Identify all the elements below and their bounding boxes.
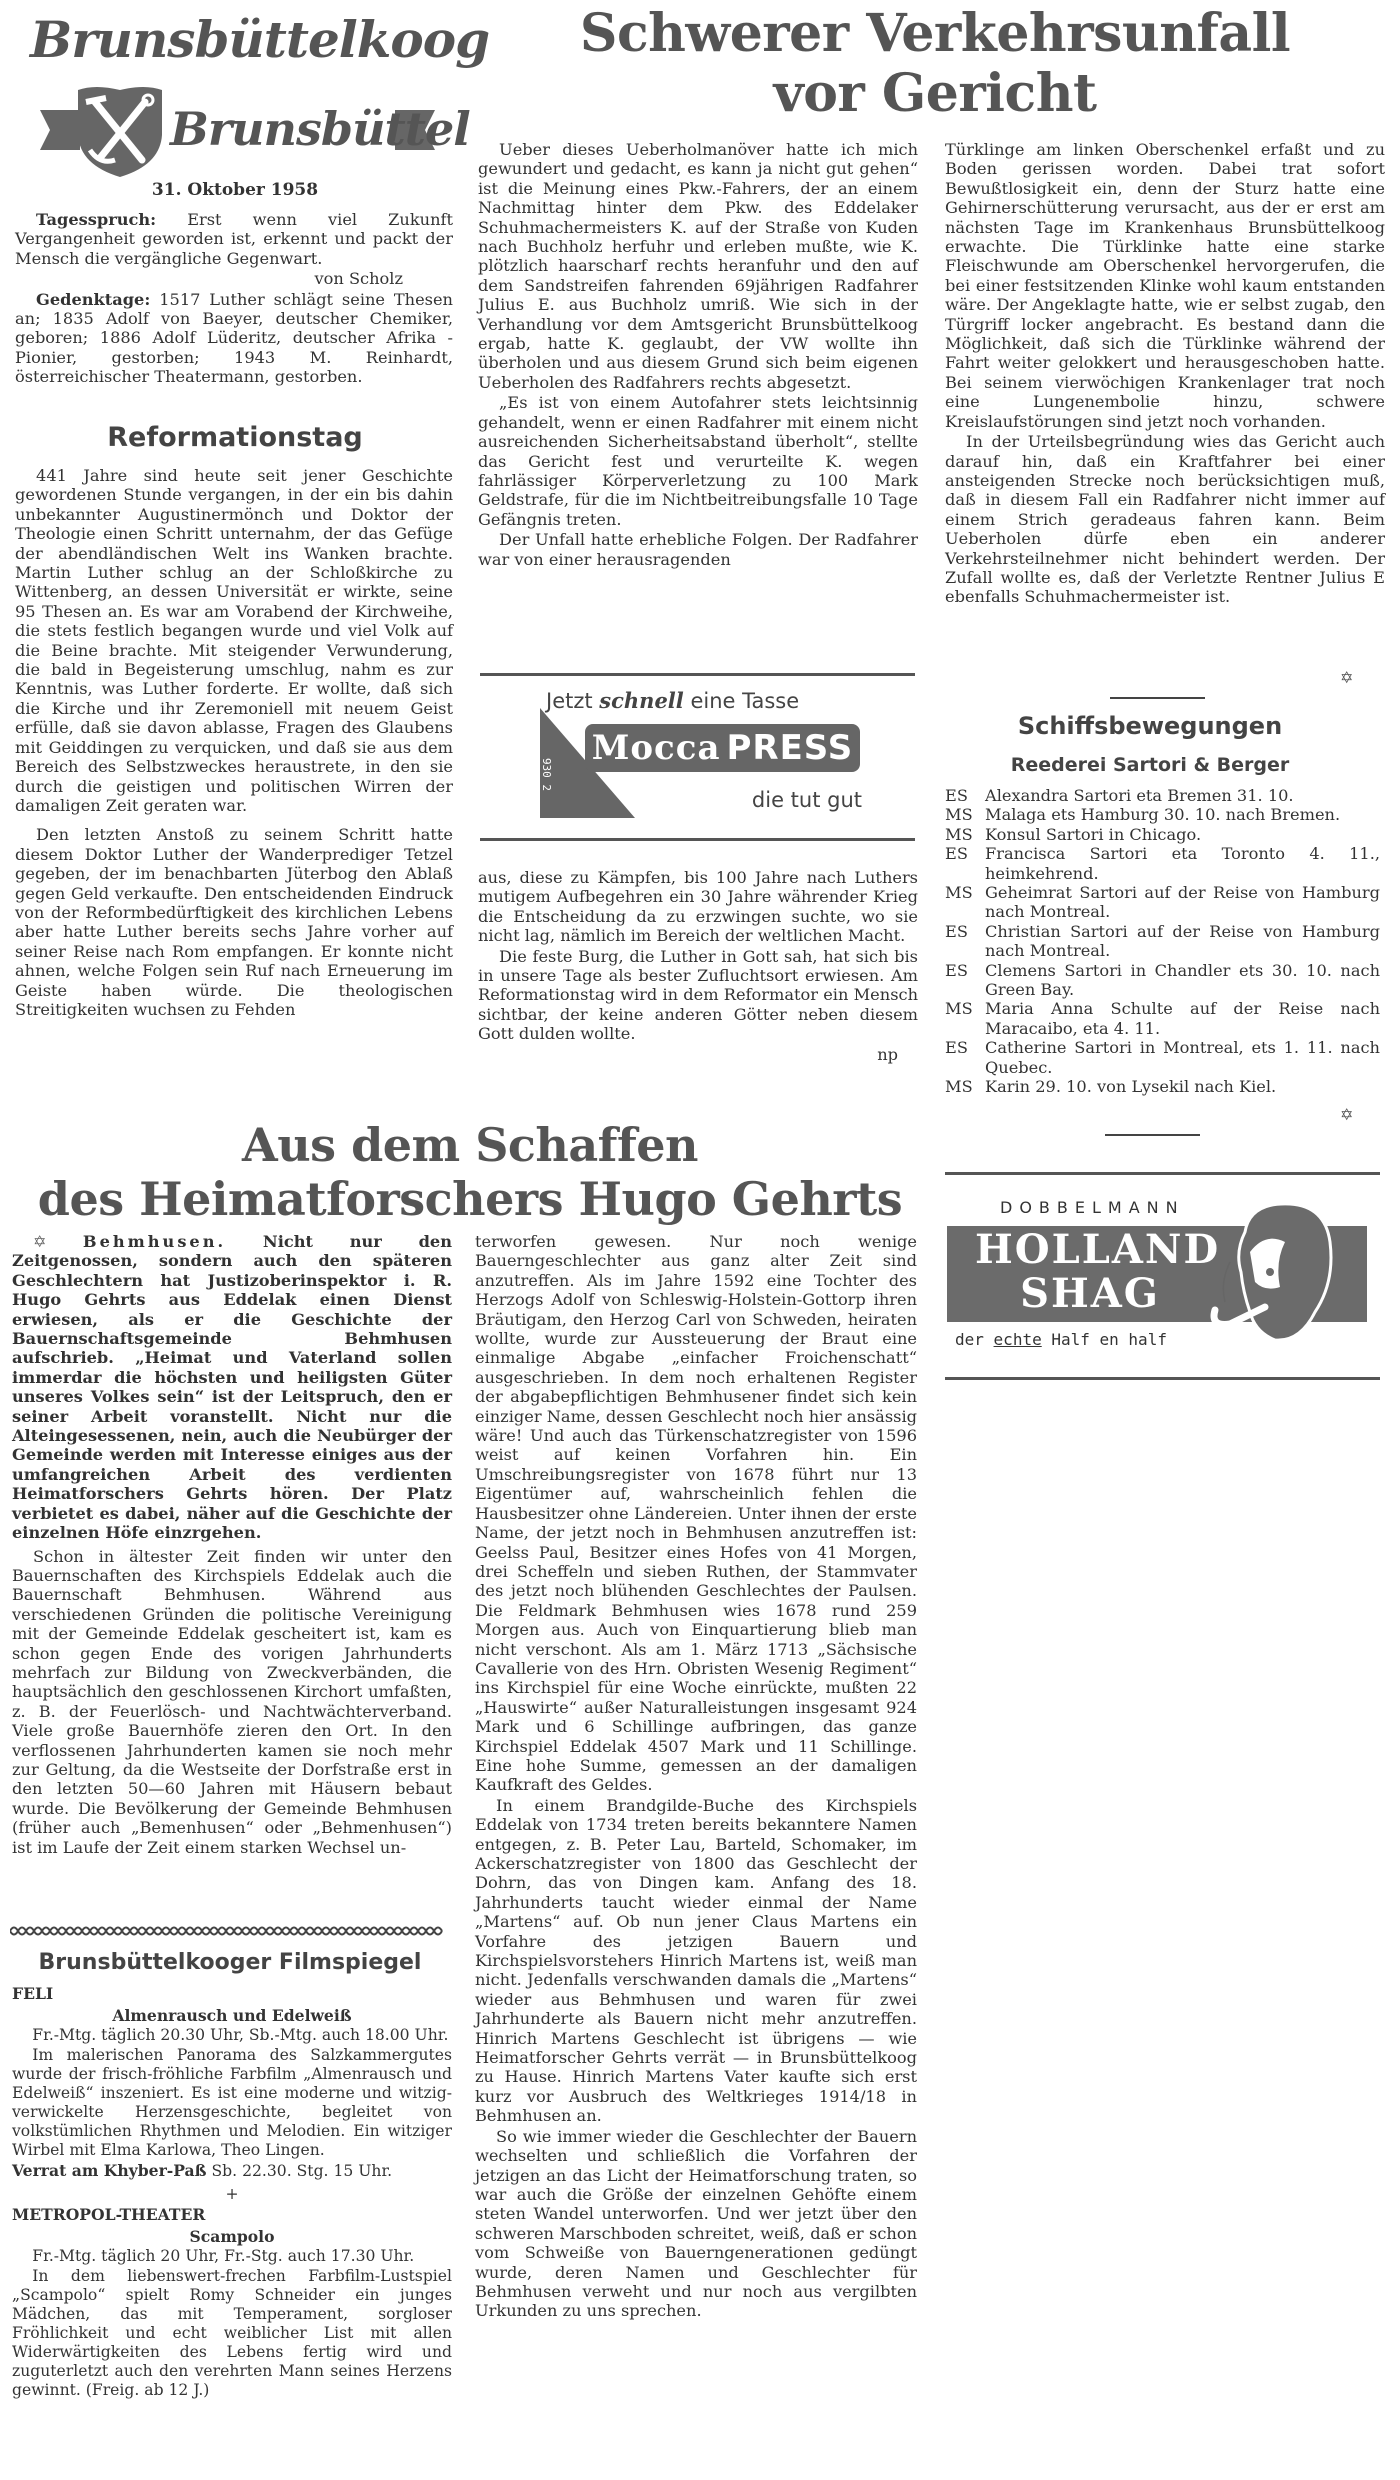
reformation-signature: np [877,1044,898,1064]
theater-name: METROPOL-THEATER [12,2205,206,2224]
tagesspruch-text: Erst wenn viel Zukunft Vergangenheit geworden ist, erkennt und packt der Mensch die vergängliche Gegenwart. [15,210,453,268]
ship-entry [945,961,1380,1000]
gehrts-headline-line1: Aus dem Schaffen [242,1118,698,1172]
film-times: Fr.-Mtg. täglich 20 Uhr, Fr.-Stg. auch 17.30 Uhr. [32,2247,415,2265]
reformation-heading: Reformationstag [107,422,363,453]
star-icon: ✡ [1340,1105,1354,1124]
divider [1110,697,1205,699]
unfall-col1 [478,140,918,569]
gehrts-headline [0,1118,940,1226]
tagesspruch [15,210,453,268]
ship-text: Clemens Sartori in Chandler ets 30. 10. nach Green Bay. [985,960,1380,1000]
ship-list [945,786,1380,1097]
reformation-body-col1 [15,466,453,1019]
ship-entry [945,844,1380,883]
gedenktage-text: 1517 Luther schlägt seine Thesen an; 1835 Adolf von Baeyer, deutscher Chemiker, geboren; 1886 Adolf Lüderitz, deutscher Afrika - Pionier, gestorben; 1943 M. Reinhardt, österreichischer Theatermann, gestorben. [15,289,453,387]
star-icon: ✡ [1340,668,1354,687]
ad-tagline: die tut gut [751,788,862,812]
tagesspruch-label: Tagesspruch: [36,210,157,229]
ship-type: ES [945,921,968,941]
ad-tagline-a: der [955,1330,984,1349]
film-title: Verrat am Khyber-Paß [12,2161,207,2180]
separator: + [225,2185,239,2203]
film-heading: Brunsbüttelkooger Filmspiegel [38,1950,422,1975]
mocca-logo-part2: PRESS [726,728,854,768]
ship-entry [945,805,1380,824]
ship-entry [945,922,1380,961]
gedenktage-label: Gedenktage: [36,289,151,309]
unfall-paragraph: Der Unfall hatte erhebliche Folgen. Der Radfahrer war von einer herausragenden [478,530,918,569]
schiffe-subheading: Reederei Sartori & Berger [1010,754,1290,776]
gehrts-col2 [475,1232,917,2321]
star-icon: ✡ [33,1232,83,1251]
ship-entry [945,999,1380,1038]
film-title: Scampolo [189,2227,275,2246]
film-times: Fr.-Mtg. täglich 20.30 Uhr, Sb.-Mtg. auch 18.00 Uhr. [32,2026,449,2044]
ship-entry [945,883,1380,922]
gehrts-dateline: Behmhusen. [82,1232,227,1251]
gedenktage [15,290,453,387]
ad-brand-line2: SHAG [1020,1270,1160,1317]
reformation-paragraph: 441 Jahre sind heute seit jener Geschichte gewordenen Stunde vergangen, in der ein bis dahin unbekannter Augustinermönch und Doktor der Theologie einen Schritt unternahm, der das Gefüge der abendländischen Welt ins Wanken brachte. Martin Luther schlug an der Schloßkirche zu Wittenberg, an dessen Universität er wirkte, seine 95 Thesen an. Es war am Vorabend der Kirchweihe, die stets festlich begangen wurde und viel Volk auf die Beine brachte. Mit steigender Verwunderung, die bald in Begeisterung umschlug, nahm es zur Kenntnis, was Luther forderte. Er wollte, daß sich die Kirche und ihr Zeremoniell mit neuem Geist erfülle, daß sie davon ablasse, Fragen des Glaubens mit Geiddingen zu verquicken, und daß sie aus dem Bereich des Selbstzweckes heraustrete, in den sie durch die geistigen und politischen Wirren der damaligen Zeit geraten war. [15,466,453,815]
gehrts-headline-line2: des Heimatforschers Hugo Gehrts [37,1172,903,1226]
masthead [10,10,490,170]
ad-brand-line1: HOLLAND [975,1226,1221,1273]
ornamental-divider [10,1923,445,1939]
ship-type: ES [945,844,968,864]
gehrts-lead-text: Nicht nur den Zeitgenossen, sondern auch den späteren Geschlechtern hat Justizoberinspektor i. R. Hugo Gehrts aus Eddelak einen Dienst erwiesen, als er die Geschichte der Bauernschaftsgemeinde Behmhusen aufschrieb. „Heimat und Vaterland sollen immerdar die höchsten und heiligsten Güter unseres Volkes sein“ ist der Leitspruch, den er seiner Arbeit voranstellt. Nicht nur die Alteingesessenen, nein, auch die Neubürger der Gemeinde werden mit Interesse einiges aus der umfangreichen Arbeit des verdienten Heimatforschers Gehrts hören. Der Platz verbietet es dabei, näher auf die Geschichte der einzelnen Höfe einzrgehen. [12,1232,452,1543]
ship-type: MS [945,999,973,1019]
reformation-body-col2 [478,868,918,1064]
gehrts-col1 [12,1232,452,1857]
ad-tagline [955,1330,1167,1349]
reformation-paragraph: aus, diese zu Kämpfen, bis 100 Jahre nach Luthers mutigem Aufbegehren ein 30 Jahre währender Krieg die Entscheidung da zu erzwingen suchte, wo sie nicht lag, nämlich im Bereich der weltlichen Macht. [478,868,918,946]
ship-type: ES [945,1038,968,1058]
ship-text: Christian Sartori auf der Reise von Hamburg nach Montreal. [985,921,1380,961]
ship-entry [945,825,1380,844]
tagesspruch-author: von Scholz [314,269,403,289]
ship-text: Francisca Sartori eta Toronto 4. 11., heimkehrend. [985,844,1380,883]
unfall-headline [470,4,1400,124]
ad-text-jetzt: Jetzt [546,689,593,713]
unfall-headline-line2: vor Gericht [773,63,1097,124]
ad-rule-top [480,673,915,676]
ad-brand [975,1226,1221,1317]
film-extra [12,2161,452,2181]
reformation-paragraph: Die feste Burg, die Luther in Gott sah, hat sich bis in unsere Tage als bester Zufluchtsort erwiesen. Am Reformationstag wird in dem Reformator ein Mensch sichtbar, der keine anderen Götter neben diesem Gott dulden wollte. [478,946,918,1044]
ship-text: Catherine Sartori in Montreal, ets 1. 11. nach Quebec. [985,1038,1380,1077]
ad-text-schnell: schnell [599,688,684,713]
film-description: In dem liebenswert-frechen Farbfilm-Lustspiel „Scampolo“ spielt Romy Schneider ein junges Mädchen, das mit Temperament, sorgloser Fröhlichkeit und echt weiblicher List mit allen Widerwärtigkeiten des Lebens fertig wird und zuguterletzt auch den verehrten Mann seines Herzens gewinnt. (Freig. ab 12 J.) [12,2267,452,2399]
ship-text: Geheimrat Sartori auf der Reise von Hamburg nach Montreal. [985,883,1380,922]
mocca-logo [585,724,860,772]
pipe-smoker-portrait-icon [1205,1192,1355,1352]
ship-type: ES [945,786,968,805]
ad-rule-bottom [480,838,915,841]
unfall-paragraph: Türklinge am linken Oberschenkel erfaßt und zu Boden gerissen worden. Dabei trat sofort Bewußtlosigkeit ein, denn der Sturz hatte eine Gehirnerschütterung verursacht, aus der er erst am nächsten Tage im Krankenhaus Brunsbüttelkoog erwachte. Die Türklinke hatte eine starke Fleischwunde am Oberschenkel hervorgerufen, die bei einer festsitzenden Klinke wohl kaum entstanden wäre. Der Angeklagte hatte, wie er selbst zugab, den Türgriff locker angebracht. Es bestand dann die Möglichkeit, daß sich die Türklinke während der Fahrt weiter gelokkert und herausgeschoben hatte. Bei seinem vierwöchigen Krankenlager trat noch eine Lungenembolie hinzu, schwere Kreislaufstörungen sind jetzt noch vorhanden. [945,140,1385,431]
divider [1105,1134,1200,1136]
ship-entry [945,1038,1380,1077]
ship-entry [945,786,1380,805]
ad-rule-top [945,1172,1380,1175]
holland-shag-ad [945,1192,1385,1362]
reformation-paragraph: Den letzten Anstoß zu seinem Schritt hatte diesem Doktor Luther der Wanderprediger Tetzel gegeben, der im benachbarten Jüterbog den Ablaß gegen Geld verkaufte. Den entscheidenden Eindruck von der Reformbedürftigkeit des kirchlichen Lebens aber hatte Luther bereits sechs Jahre vorher auf seiner Reise nach Rom empfangen. Er konnte nicht ahnen, welche Folgen sein Ruf nach Erneuerung im Geiste haben würde. Die theologischen Streitigkeiten wuchsen zu Fehden [15,825,453,1019]
ad-maker: DOBBELMANN [1000,1198,1185,1217]
ship-text: Maria Anna Schulte auf der Reise nach Maracaibo, eta 4. 11. [985,999,1380,1038]
masthead-title: Brunsbüttelkoog [30,10,490,69]
ship-type: MS [945,805,973,825]
gehrts-paragraph: Schon in ältester Zeit finden wir unter den Bauernschaften des Kirchspiels Eddelak auch die Bauernschaft Behmhusen. Während aus verschiedenen Gründen die politische Vereinigung mit der Gemeinde Eddelak gescheitert ist, kam es schon gegen Ende des vorigen Jahrhunderts mehrfach zur Bildung von Zweckverbänden, die hauptsächlich den geschlossenen Kirchort umfaßten, z. B. der Feuerlösch- und Nachtwächterverband. Viele große Bauernhöfe zieren den Ort. In den verflossenen Jahrhunderten kamen sie noch mehr zur Geltung, da die Westseite der Dorfstraße erst in den letzten 50—60 Jahren mit Häusern bebaut wurde. Die Bevölkerung der Gemeinde Behmhusen (früher auch „Bemenhusen“ oder „Behmenhusen“) ist im Laufe der Zeit einem starken Wechsel un- [12,1546,452,1857]
film-description: Im malerischen Panorama des Salzkammergutes wurde der frisch-fröhliche Farbfilm „Almenrausch und Edelweiß“ inszeniert. Es ist eine moderne und witzig-verwickelte Herzensgeschichte, begleitet von volkstümlichen Rhythmen und Melodien. Ein witziger Wirbel mit Elma Karlowa, Theo Lingen. [12,2046,452,2159]
unfall-paragraph: „Es ist von einem Autofahrer stets leichtsinnig gehandelt, wenn er einen Radfahrer mit einem nicht ausreichenden Sicherheitsabstand überholt“, stellte das Gericht fest und verurteilte K. wegen fahrlässiger Körperverletzung zu 100 Mark Geldstrafe, für die im Nichtbeitreibungsfalle 10 Tage Gefängnis treten. [478,393,918,529]
gehrts-paragraph: terworfen gewesen. Nur noch wenige Bauerngeschlechter aus ganz alter Zeit sind anzutreffen. Als im Jahre 1592 eine Tochter des Herzogs Adolf von Schleswig-Holstein-Gottorp ihren Bräutigam, den Herzog Carl von Schweden, heiraten wollte, wurde zur Aussteuerung der Braut eine einmalige Abgabe „einfacher Froichenschatt“ ausgeschrieben. In dem noch erhaltenen Register der abgabepflichtigen Behmhusener findet sich kein einziger Name, dessen Geschlecht noch hier ansässig wäre! Und auch das Türkenschatzregister von 1596 weist auf keinen Vorfahren hin. Ein Umschreibungsregister von 1678 führt nur 13 Eigentümer auf, wahrscheinlich fehlen die Hausbesitzer ohne Ländereien. Unter ihnen der erste Name, der jetzt noch in Behmhusen anzutreffen ist: Geelss Paul, Besitzer eines Hofes von 41 Morgen, drei Scheffeln und sieben Ruthen, der Stammvater des jetzt noch blühenden Geschlechtes der Paulsen. Die Feldmark Behmhusen wies 1678 rund 259 Morgen aus. Auch von Einquartierung blieb man nicht verschont. Als am 1. März 1713 „Sächsische Cavallerie von des Hrn. Obristen Wesenig Regiment“ ins Kirchspiel für eine Woche einrückte, mußten 22 „Hauswirte“ außer Naturalleistungen insgesamt 924 Mark und 6 Schillinge aufbringen, das ganze Kirchspiel Eddelak 4507 Mark und 11 Schillinge. Eine hohe Summe, gemessen an der damaligen Kaufkraft des Geldes. [475,1232,917,1795]
mocca-press-ad [540,688,870,828]
ad-tagline-b: echte [993,1330,1042,1349]
ship-entry [945,1077,1380,1096]
gehrts-paragraph: So wie immer wieder die Geschlechter der Bauern wechselten und schließlich die Vorfahren der jetzigen an das Licht der Heimatforschung traten, so war auch die Größe der einzelnen Gehöfte einem steten Wandel unterworfen. Und wer jetzt über den schweren Marschboden schreitet, weiß, daß er schon vom Schweiße von Bauerngenerationen gedüngt wurde, deren Namen und Geschlechter für Behmhusen verweht und nur noch aus vergilbten Urkunden zu uns sprechen. [475,2126,917,2321]
ad-rule-bottom [945,1377,1380,1380]
ship-type: MS [945,824,973,844]
ship-text: Konsul Sartori in Chicago. [985,824,1202,844]
schiffe-heading: Schiffsbewegungen [1017,712,1283,740]
unfall-headline-line1: Schwerer Verkehrsunfall [579,3,1291,64]
ship-text: Alexandra Sartori eta Bremen 31. 10. [985,786,1294,805]
unfall-paragraph: In der Urteilsbegründung wies das Gericht auch darauf hin, daß ein Kraftfahrer bei einer ansteigenden Strecke noch berücksichtigen muß, daß in diesem Fall ein Radfahrer nicht immer auf einem Strich geradeaus fahren kann. Beim Ueberholen dürfe eben ein anderer Verkehrsteilnehmer nicht behindert werden. Der Zufall wollte es, daß der Verletzte Rentner Julius E ebenfalls Schuhmachermeister ist. [945,432,1385,607]
ad-text-tasse: eine Tasse [690,689,800,713]
issue-date: 31. Oktober 1958 [151,180,319,200]
ship-type: ES [945,960,968,980]
ad-code: 930 2 [540,757,554,792]
ship-text: Karin 29. 10. von Lysekil nach Kiel. [985,1077,1277,1097]
unfall-col2 [945,140,1385,607]
film-listings [12,1984,452,2400]
gehrts-lead [12,1232,452,1543]
ad-tagline-c: Half en half [1051,1330,1167,1349]
film-times: Sb. 22.30. Stg. 15 Uhr. [211,2162,393,2180]
coat-of-arms-icon [70,80,170,180]
ship-type: MS [945,1077,973,1097]
film-title: Almenrausch und Edelweiß [112,2006,352,2025]
masthead-subtitle: Brunsbüttel [170,102,470,156]
unfall-paragraph: Ueber dieses Ueberholmanöver hatte ich mich gewundert und gedacht, es kann ja nicht gut gehen“ ist die Meinung eines Pkw.-Fahrers, der an einem Nachmittag hinter dem Pkw. des Eddelaker Schuhmachermeisters K. auf der Straße von Kuden nach Buchholz herfuhr und erleben mußte, wie K. plötzlich haarscharf rechts heranfuhr und den auf dem Sandstreifen fahrenden 69jährigen Radfahrer Julius E. aus Buchholz umriß. Wie sich in der Verhandlung vor dem Amtsgericht Brunsbüttelkoog ergab, hatte K. geglaubt, der VW wollte ihn überholen und aus diesem Grund sich beim eigenen Ueberholen des Radfahrers rechts abgesetzt. [478,140,918,392]
ship-type: MS [945,883,973,903]
gehrts-paragraph: In einem Brandgilde-Buche des Kirchspiels Eddelak von 1734 treten bereits bekanntere Namen entgegen, z. B. Peter Lau, Barteld, Schomaker, im Ackerschatzregister von 1800 das Geschlecht der Dohrn, das von Dingen kam. Anfang des 18. Jahrhunderts taucht wieder einmal der Name „Martens“ auf. Ob nun jener Claus Martens ein Vorfahre des jetzigen Bauern und Kirchspielsvorstehers Hinrich Martens ist, weiß man nicht. Jedenfalls verschwanden damals die „Martens“ wieder aus Behmhusen und waren für zwei Jahrhunderte als Bauern nicht mehr anzutreffen. Hinrich Martens Geschlecht ist übrigens — wie Heimatforscher Gehrts verrät — in Brunsbüttelkoog zu Hause. Hinrich Martens Vater kaufte sich erst kurz vor Ausbruch des Weltkrieges 1914/18 in Behmhusen an. [475,1795,917,2126]
daily-quotes [15,210,453,387]
theater-name: FELI [12,1984,54,2003]
ship-text: Malaga ets Hamburg 30. 10. nach Bremen. [985,805,1341,825]
mocca-logo-part1: Mocca [591,728,721,768]
